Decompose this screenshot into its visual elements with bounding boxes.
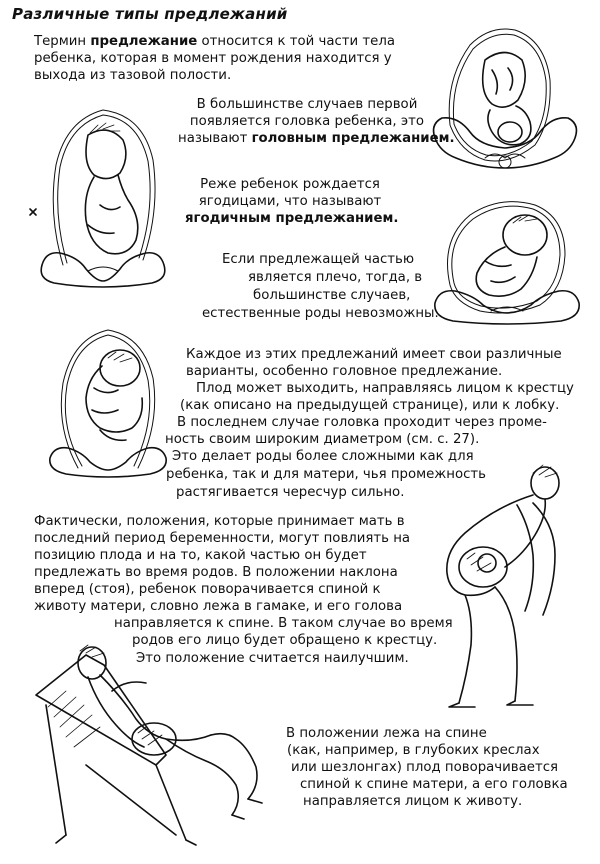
breech-illustration — [425, 185, 590, 325]
breech-line-1: Реже ребенок рождается — [200, 177, 380, 192]
variants-line-8: ребенка, так и для матери, чья промежность — [166, 467, 487, 482]
intro-text: относится к той части тела — [197, 34, 395, 49]
breech-line-3 — [185, 211, 399, 228]
shoulder-illustration — [38, 318, 178, 478]
term-cephalic: головным предлежанием. — [251, 131, 455, 146]
position-line-2: последний период беременности, могут повлиять на — [34, 531, 411, 546]
intro-line-1 — [34, 34, 395, 51]
supine-line-2: (как, например, в глубоких креслах — [287, 743, 540, 758]
variants-line-7: Это делает роды более сложными как для — [172, 449, 474, 464]
supine-line-5: направляется лицом к животу. — [303, 794, 523, 809]
position-line-1: Фактически, положения, которые принимает мать в — [34, 514, 405, 529]
supine-line-4: спиной к спине матери, а его головка — [300, 777, 568, 792]
cephalic-line-1: В большинстве случаев первой — [196, 97, 418, 112]
page-title: Различные типы предлежаний — [12, 5, 288, 23]
breech-line-2: ягодицами, что называют — [198, 194, 382, 209]
variants-line-2: варианты, особенно головное предлежание. — [186, 364, 503, 379]
position-line-6: животу матери, словно лежа в гамаке, и его голова — [34, 599, 403, 614]
term-presentation: предлежание — [90, 34, 198, 49]
supine-line-1: В положении лежа на спине — [286, 726, 487, 741]
position-line-3: позицию плода и на то, какой частью он будет — [34, 548, 367, 563]
position-line-7: направляется к спине. В таком случае во время — [114, 616, 453, 631]
cephalic-line-3 — [178, 131, 455, 148]
cephalic-illustration-left — [28, 95, 178, 290]
variants-line-1: Каждое из этих предлежаний имеет свои различные — [186, 347, 562, 362]
standing-forward-woman-illustration — [405, 455, 595, 715]
intro-line-2: ребенка, которая в момент рождения находится у — [34, 51, 392, 66]
variants-line-6: ность своим широким диаметром (см. с. 27). — [165, 432, 480, 447]
shoulder-line-1: Если предлежащей частью — [222, 252, 415, 267]
position-line-4: предлежать во время родов. В положении наклона — [34, 565, 398, 580]
cephalic-line-2: появляется головка ребенка, это — [189, 114, 425, 129]
shoulder-line-4: естественные роды невозможны. — [202, 306, 439, 321]
term-breech: ягодичным предлежанием. — [185, 211, 399, 226]
position-line-8: родов его лицо будет обращено к крестцу. — [132, 633, 438, 648]
position-line-9: Это положение считается наилучшим. — [136, 651, 409, 666]
cephalic-illustration-right — [430, 20, 580, 180]
reclining-woman-illustration — [26, 635, 276, 850]
cephalic-text: называют — [178, 131, 252, 146]
intro-line-3: выхода из тазовой полости. — [34, 68, 232, 83]
position-line-5: вперед (стоя), ребенок поворачивается спиной к — [34, 582, 381, 597]
supine-line-3: или шезлонгах) плод поворачивается — [291, 760, 559, 775]
intro-text: Термин — [34, 34, 91, 49]
shoulder-line-2: является плечо, тогда, в — [248, 270, 423, 285]
variants-line-3: Плод может выходить, направляясь лицом к крестцу — [196, 381, 574, 396]
variants-line-9: растягивается чересчур сильно. — [176, 485, 405, 500]
shoulder-line-3: большинстве случаев, — [253, 288, 411, 303]
variants-line-5: В последнем случае головка проходит через проме- — [177, 415, 547, 430]
variants-line-4: (как описано на предыдущей странице), или к лобку. — [180, 398, 560, 413]
